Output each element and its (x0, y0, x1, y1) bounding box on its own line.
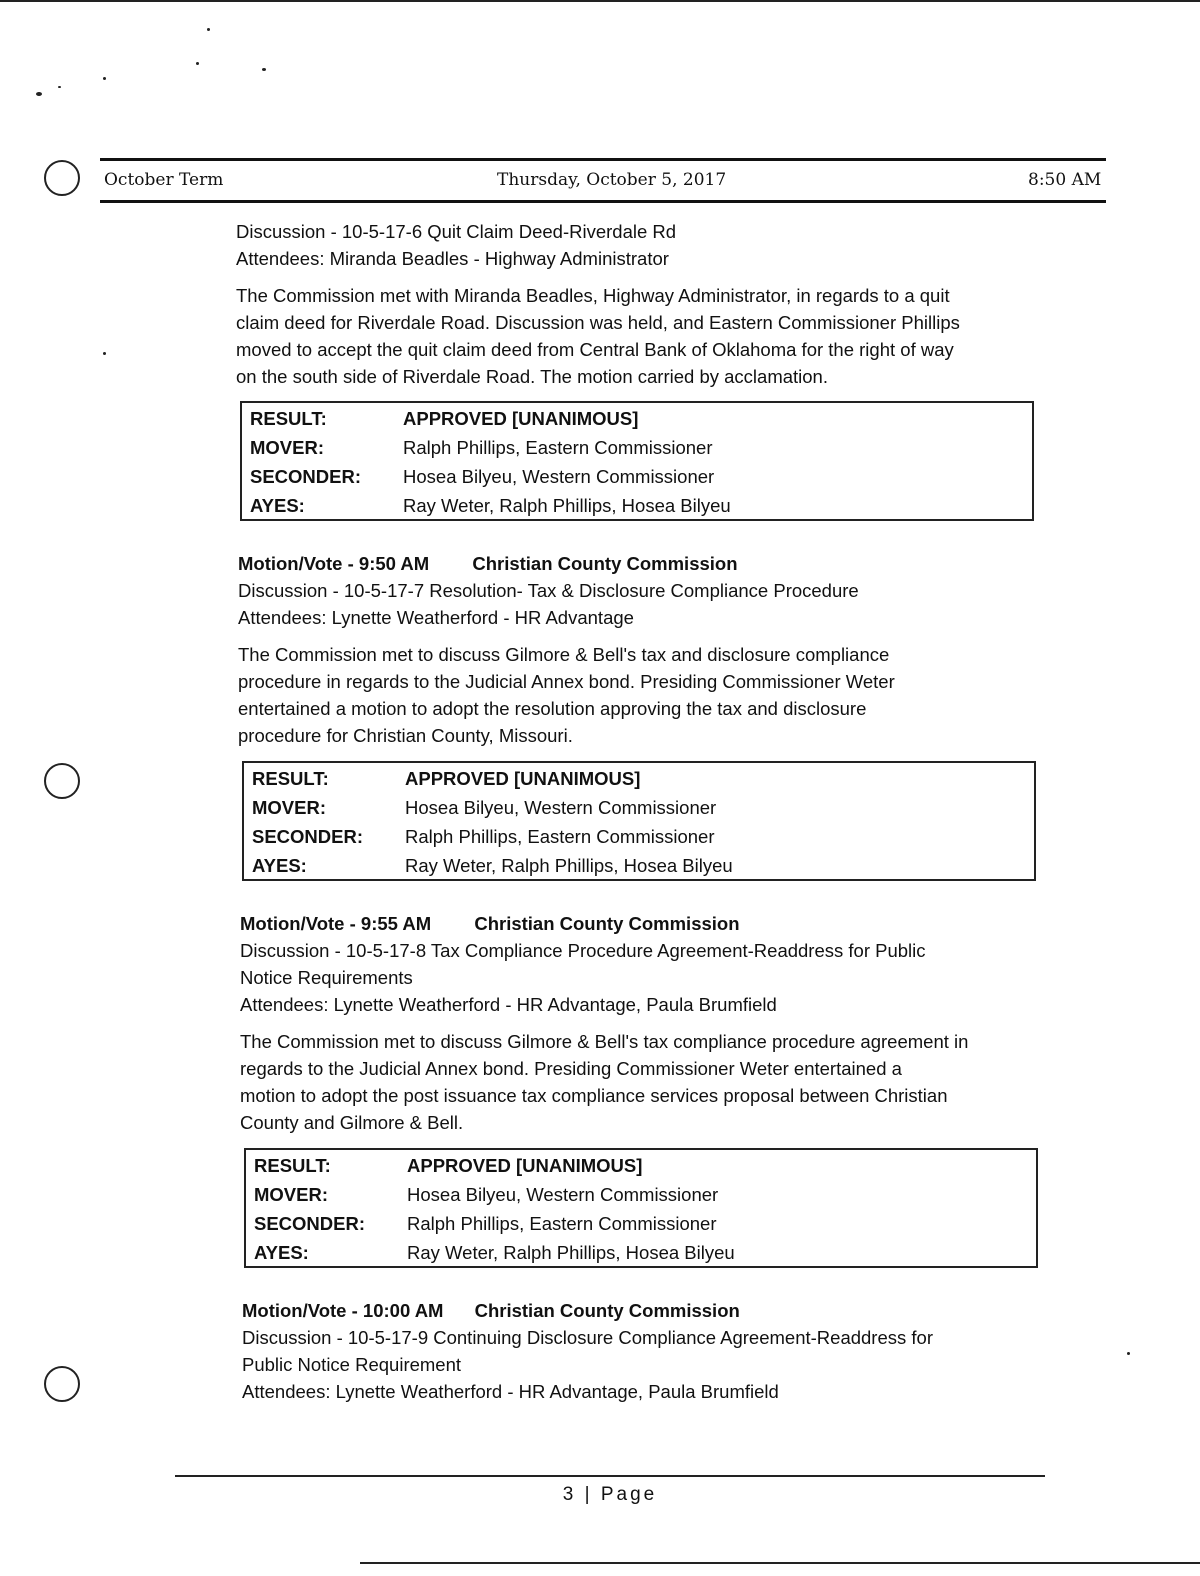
agenda-item-2 (238, 550, 895, 749)
scan-speck (196, 62, 199, 65)
result-label: RESULT: (252, 768, 329, 789)
mover-value: Hosea Bilyeu, Western Commissioner (405, 797, 717, 818)
ayes-value: Ray Weter, Ralph Phillips, Hosea Bilyeu (403, 495, 731, 516)
commission-name: Christian County Commission (474, 1300, 740, 1321)
motion-heading (242, 1297, 933, 1324)
agenda-item-3 (240, 910, 968, 1136)
minutes-text-line: The Commission met with Miranda Beadles, Highway Administrator, in regards to a quit (236, 285, 950, 306)
scan-speck (207, 28, 210, 31)
seconder-label: SECONDER: (254, 1213, 366, 1234)
seconder-label: SECONDER: (252, 826, 364, 847)
attendees-line: Attendees: Miranda Beadles - Highway Administrator (236, 248, 669, 269)
result-label: RESULT: (254, 1155, 331, 1176)
discussion-line-continued: Public Notice Requirement (242, 1354, 462, 1375)
seconder-label: SECONDER: (250, 466, 362, 487)
scan-speck (103, 77, 106, 80)
seconder-value: Hosea Bilyeu, Western Commissioner (403, 466, 715, 487)
agenda-item-4 (242, 1297, 933, 1405)
header-rule-top (100, 158, 1106, 161)
ayes-label: AYES: (252, 855, 307, 876)
minutes-text-line: claim deed for Riverdale Road. Discussion was held, and Eastern Commissioner Phillips (236, 312, 960, 333)
mover-label: MOVER: (254, 1184, 328, 1205)
scan-speck (36, 92, 42, 96)
discussion-line: Discussion - 10-5-17-6 Quit Claim Deed-Riverdale Rd (236, 221, 677, 242)
seconder-value: Ralph Phillips, Eastern Commissioner (405, 826, 715, 847)
motion-label: Motion/Vote - (242, 1300, 358, 1321)
agenda-item-1 (236, 218, 960, 390)
minutes-text-line: motion to adopt the post issuance tax compliance services proposal between Christian (240, 1085, 948, 1106)
result-value: APPROVED [UNANIMOUS] (403, 408, 639, 429)
binder-hole-top (44, 160, 80, 196)
vote-result-box (244, 1148, 1038, 1268)
ayes-label: AYES: (250, 495, 305, 516)
discussion-line: Discussion - 10-5-17-9 Continuing Disclosure Compliance Agreement-Readdress for (242, 1327, 933, 1348)
attendees-line: Attendees: Lynette Weatherford - HR Advantage, Paula Brumfield (240, 994, 777, 1015)
ayes-value: Ray Weter, Ralph Phillips, Hosea Bilyeu (405, 855, 733, 876)
discussion-line: Discussion - 10-5-17-8 Tax Compliance Procedure Agreement-Readdress for Public (240, 940, 926, 961)
binder-hole-bottom (44, 1366, 80, 1402)
minutes-text-line: on the south side of Riverdale Road. The motion carried by acclamation. (236, 366, 828, 387)
motion-time: 9:55 AM (360, 913, 432, 934)
minutes-text-line: County and Gilmore & Bell. (240, 1112, 464, 1133)
mover-label: MOVER: (250, 437, 324, 458)
scan-speck (103, 352, 106, 355)
binder-hole-middle (44, 763, 80, 799)
result-value: APPROVED [UNANIMOUS] (405, 768, 641, 789)
ayes-label: AYES: (254, 1242, 309, 1263)
scan-speck (262, 68, 266, 71)
motion-time: 9:50 AM (358, 553, 430, 574)
motion-label: Motion/Vote - (238, 553, 354, 574)
result-value: APPROVED [UNANIMOUS] (407, 1155, 643, 1176)
vote-result-box (240, 401, 1034, 521)
mover-value: Hosea Bilyeu, Western Commissioner (407, 1184, 719, 1205)
motion-time: 10:00 AM (362, 1300, 444, 1321)
seconder-value: Ralph Phillips, Eastern Commissioner (407, 1213, 717, 1234)
commission-name: Christian County Commission (474, 913, 740, 934)
scan-speck (58, 86, 61, 88)
vote-result-box (242, 761, 1036, 881)
discussion-line-continued: Notice Requirements (240, 967, 413, 988)
minutes-text-line: procedure in regards to the Judicial Annex bond. Presiding Commissioner Weter (238, 671, 895, 692)
motion-heading (238, 550, 895, 577)
header-time: 8:50 AM (1028, 170, 1102, 190)
header-date: Thursday, October 5, 2017 (497, 170, 727, 190)
footer-rule (175, 1475, 1045, 1477)
mover-label: MOVER: (252, 797, 326, 818)
scan-bottom-edge (360, 1562, 1200, 1564)
minutes-text-line: The Commission met to discuss Gilmore & Bell's tax compliance procedure agreement in (240, 1031, 969, 1052)
page-number: 3 | Page (562, 1484, 658, 1505)
minutes-text-line: procedure for Christian County, Missouri. (238, 725, 573, 746)
mover-value: Ralph Phillips, Eastern Commissioner (403, 437, 713, 458)
minutes-text-line: The Commission met to discuss Gilmore & Bell's tax and disclosure compliance (238, 644, 890, 665)
attendees-line: Attendees: Lynette Weatherford - HR Advantage (238, 607, 634, 628)
scan-speck (1127, 1352, 1130, 1355)
commission-name: Christian County Commission (472, 553, 738, 574)
result-label: RESULT: (250, 408, 327, 429)
motion-label: Motion/Vote - (240, 913, 356, 934)
discussion-line: Discussion - 10-5-17-7 Resolution- Tax & Disclosure Compliance Procedure (238, 580, 859, 601)
header-term: October Term (104, 170, 224, 190)
motion-heading (240, 910, 968, 937)
header-rule-bottom (100, 200, 1106, 203)
minutes-text-line: regards to the Judicial Annex bond. Presiding Commissioner Weter entertained a (240, 1058, 902, 1079)
minutes-text-line: moved to accept the quit claim deed from Central Bank of Oklahoma for the right of way (236, 339, 954, 360)
minutes-text-line: entertained a motion to adopt the resolution approving the tax and disclosure (238, 698, 867, 719)
ayes-value: Ray Weter, Ralph Phillips, Hosea Bilyeu (407, 1242, 735, 1263)
scan-top-edge (0, 0, 1200, 2)
attendees-line: Attendees: Lynette Weatherford - HR Advantage, Paula Brumfield (242, 1381, 779, 1402)
